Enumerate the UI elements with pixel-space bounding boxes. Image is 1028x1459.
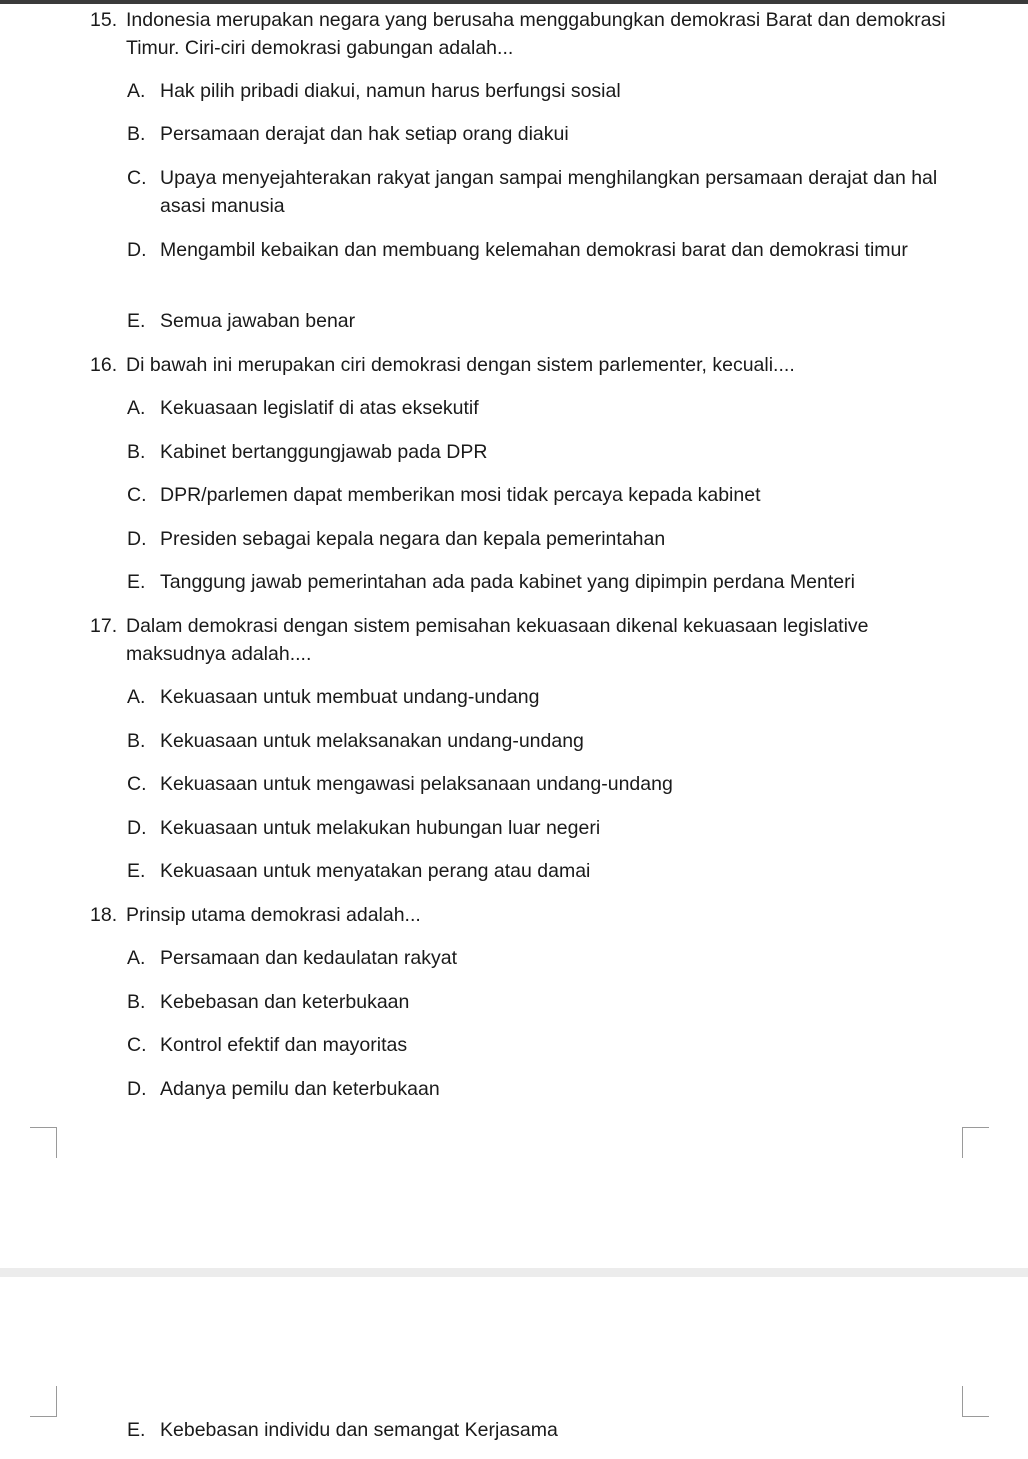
option-letter: D. bbox=[127, 817, 147, 839]
question-text: Di bawah ini merupakan ciri demokrasi dengan sistem parlementer, kecuali.... bbox=[126, 354, 795, 376]
option-text: Kebebasan dan keterbukaan bbox=[160, 991, 410, 1013]
option-15-a bbox=[127, 77, 947, 105]
option-letter: C. bbox=[127, 484, 147, 506]
option-letter: C. bbox=[127, 773, 147, 795]
top-border bbox=[0, 0, 1028, 4]
question-text: Prinsip utama demokrasi adalah... bbox=[126, 904, 421, 926]
option-text: Kekuasaan untuk melaksanakan undang-undang bbox=[160, 730, 584, 752]
option-text: Kekuasaan untuk menyatakan perang atau damai bbox=[160, 860, 591, 882]
option-letter: B. bbox=[127, 991, 146, 1013]
option-text: Presiden sebagai kepala negara dan kepala pemerintahan bbox=[160, 528, 666, 550]
option-letter: C. bbox=[127, 167, 147, 189]
option-17-c bbox=[127, 770, 947, 798]
page-corner-mark bbox=[30, 1127, 57, 1158]
question-text: Dalam demokrasi dengan sistem pemisahan kekuasaan dikenal kekuasaan legislative maksudnya adalah.... bbox=[126, 615, 869, 665]
option-letter: A. bbox=[127, 80, 146, 102]
option-15-b bbox=[127, 120, 947, 148]
option-letter: A. bbox=[127, 947, 146, 969]
option-text: Hak pilih pribadi diakui, namun harus berfungsi sosial bbox=[160, 80, 621, 102]
option-text: Tanggung jawab pemerintahan ada pada kabinet yang dipimpin perdana Menteri bbox=[160, 571, 855, 593]
option-16-b bbox=[127, 438, 947, 466]
option-text: Kabinet bertanggungjawab pada DPR bbox=[160, 441, 488, 463]
option-15-e bbox=[127, 307, 947, 335]
question-number: 17. bbox=[90, 615, 118, 637]
question-number: 15. bbox=[90, 9, 118, 31]
option-16-d bbox=[127, 525, 947, 553]
option-15-c bbox=[127, 164, 947, 220]
option-18-e bbox=[127, 1416, 947, 1444]
option-text: Kontrol efektif dan mayoritas bbox=[160, 1034, 408, 1056]
option-letter: D. bbox=[127, 239, 147, 261]
option-letter: D. bbox=[127, 1078, 147, 1100]
page-break bbox=[0, 1268, 1028, 1277]
option-text: Kekuasaan untuk membuat undang-undang bbox=[160, 686, 540, 708]
option-18-d bbox=[127, 1075, 947, 1103]
option-letter: D. bbox=[127, 528, 147, 550]
page-corner-mark bbox=[962, 1127, 989, 1158]
option-17-e bbox=[127, 857, 947, 885]
option-18-a bbox=[127, 944, 947, 972]
option-text: Mengambil kebaikan dan membuang kelemahan demokrasi barat dan demokrasi timur bbox=[160, 239, 908, 261]
option-text: DPR/parlemen dapat memberikan mosi tidak percaya kepada kabinet bbox=[160, 484, 761, 506]
option-letter: E. bbox=[127, 860, 146, 882]
option-text: Persamaan derajat dan hak setiap orang diakui bbox=[160, 123, 569, 145]
question-16 bbox=[90, 351, 950, 379]
option-text: Kekuasaan untuk melakukan hubungan luar negeri bbox=[160, 817, 601, 839]
option-16-e bbox=[127, 568, 947, 596]
option-text: Kekuasaan legislatif di atas eksekutif bbox=[160, 397, 479, 419]
option-text: Kekuasaan untuk mengawasi pelaksanaan undang-undang bbox=[160, 773, 673, 795]
question-18 bbox=[90, 901, 950, 929]
option-letter: A. bbox=[127, 686, 146, 708]
question-text: Indonesia merupakan negara yang berusaha menggabungkan demokrasi Barat dan demokrasi Timur. Ciri-ciri demokrasi gabungan adalah... bbox=[126, 9, 946, 59]
question-number: 18. bbox=[90, 904, 118, 926]
page-corner-mark bbox=[30, 1386, 57, 1417]
option-17-d bbox=[127, 814, 947, 842]
option-text: Persamaan dan kedaulatan rakyat bbox=[160, 947, 458, 969]
option-letter: E. bbox=[127, 571, 146, 593]
page-corner-mark bbox=[962, 1386, 989, 1417]
option-text: Upaya menyejahterakan rakyat jangan sampai menghilangkan persamaan derajat dan hal asasi manusia bbox=[160, 167, 938, 217]
option-letter: E. bbox=[127, 310, 146, 332]
option-letter: B. bbox=[127, 123, 146, 145]
question-17 bbox=[90, 612, 950, 668]
option-text: Semua jawaban benar bbox=[160, 310, 356, 332]
option-text: Adanya pemilu dan keterbukaan bbox=[160, 1078, 440, 1100]
option-letter: B. bbox=[127, 730, 146, 752]
option-16-a bbox=[127, 394, 947, 422]
option-18-b bbox=[127, 988, 947, 1016]
option-letter: E. bbox=[127, 1419, 146, 1441]
question-15 bbox=[90, 6, 950, 62]
option-letter: A. bbox=[127, 397, 146, 419]
option-letter: B. bbox=[127, 441, 146, 463]
option-17-a bbox=[127, 683, 947, 711]
option-18-c bbox=[127, 1031, 947, 1059]
option-16-c bbox=[127, 481, 947, 509]
option-17-b bbox=[127, 727, 947, 755]
option-text: Kebebasan individu dan semangat Kerjasama bbox=[160, 1419, 558, 1441]
option-letter: C. bbox=[127, 1034, 147, 1056]
question-number: 16. bbox=[90, 354, 118, 376]
option-15-d bbox=[127, 236, 947, 264]
